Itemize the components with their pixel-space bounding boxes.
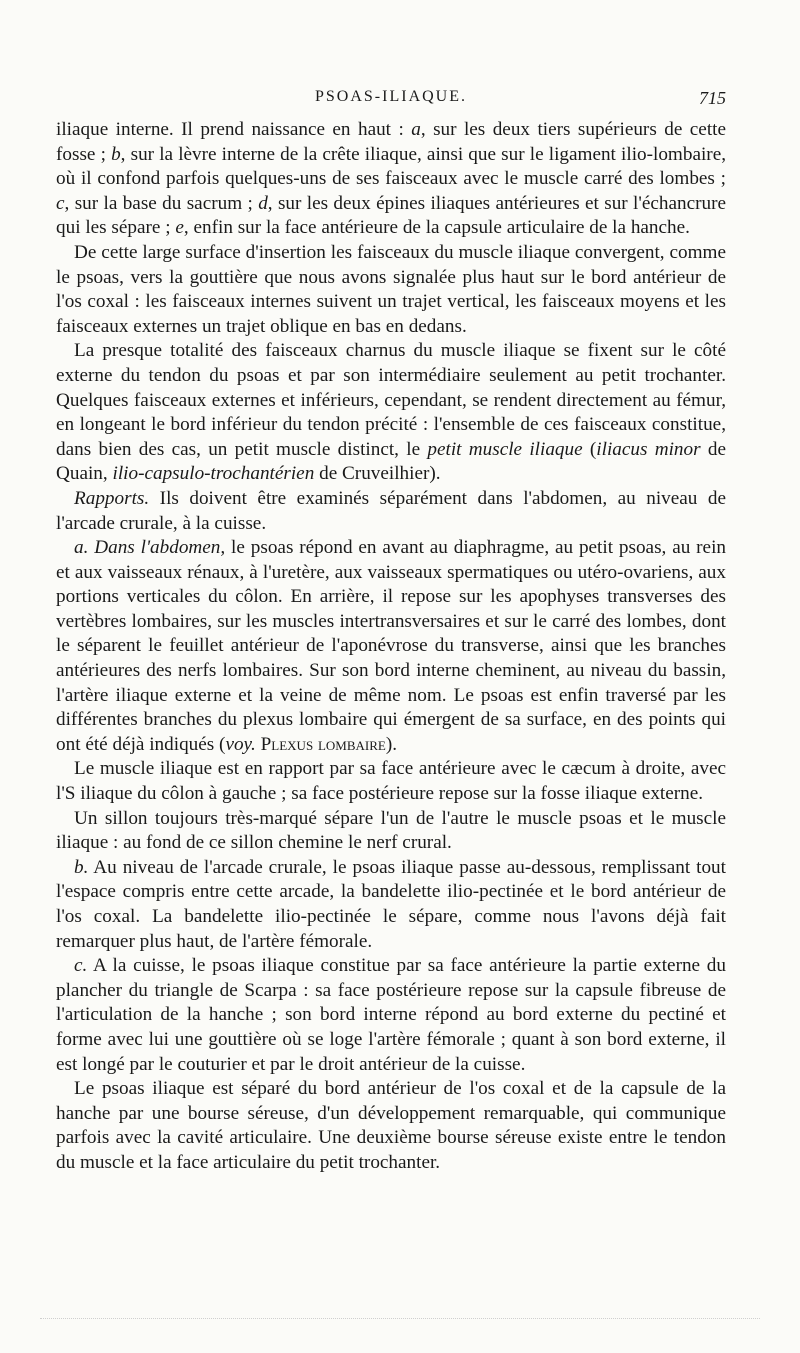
text-run: e bbox=[175, 217, 184, 239]
text-run: c bbox=[56, 192, 65, 214]
text-run: , sur les deux tiers supérieurs de cette fosse ; bbox=[56, 119, 726, 165]
text-run: Ils doivent être examinés séparément dans l'abdomen, au niveau de l'arcade crurale, à la cuisse. bbox=[56, 487, 726, 534]
text-run: Le psoas iliaque est séparé du bord antérieur de l'os coxal et de la capsule de la hanche par une bourse séreuse, d'un développement remarquable, qui communique parfois avec la cavité articulaire. Une deuxième bourse séreuse existe entre le tendon du muscle et la face articulaire du petit trochanter. bbox=[56, 1078, 726, 1173]
text-run: A la cuisse, le psoas iliaque constitue par sa face antérieure la partie externe du plancher du triangle de Scarpa : sa face postérieure repose sur la capsule fibreuse de l'articulation de la hanche ; son bord interne répond au bord externe du pectiné et forme avec lui une gouttière où se loge l'artère fémorale ; quant à son bord externe, il est longé par le couturier et par le droit antérieur de la cuisse. bbox=[56, 955, 726, 1075]
text-run: b bbox=[111, 143, 121, 165]
text-run: Le muscle iliaque est en rapport par sa face antérieure avec le cæcum à droite, avec l'S iliaque du côlon à gauche ; sa face postérieure repose sur la fosse iliaque externe. bbox=[56, 758, 726, 805]
paragraph bbox=[56, 954, 726, 1077]
text-run: b. bbox=[74, 856, 89, 878]
paragraph bbox=[56, 118, 726, 241]
body-text bbox=[56, 118, 726, 1176]
text-run: Plexus lombaire bbox=[260, 733, 386, 755]
running-title: PSOAS-ILIAQUE. bbox=[315, 88, 467, 105]
text-run: c. bbox=[74, 955, 88, 977]
text-run: Un sillon toujours très-marqué sépare l'un de l'autre le muscle psoas et le muscle iliaque : au fond de ce sillon chemine le nerf crural. bbox=[56, 807, 726, 854]
text-run: le psoas répond en avant au diaphragme, au petit psoas, au rein et aux vaisseaux rénaux, à l'uretère, aux vaisseaux spermatiques ou utéro-ovariens, aux portions verticales du côlon. En arrière, il repose sur les apophyses transverses des vertèbres lombaires, sur les muscles intertransversaires et sur le carré des lombes, dont le séparent le feuillet antérieur de l'aponévrose du transverse, ainsi que les branches antérieures des nerfs lombaires. Sur son bord interne cheminent, au niveau du bassin, l'artère iliaque externe et la veine de même nom. Le psoas est enfin traversé par les différentes branches du plexus lombaire qui émergent de sa surface, en des points qui ont été déjà indiqués ( bbox=[56, 537, 726, 755]
text-run: de Cruveilhier). bbox=[314, 463, 441, 485]
text-run: ilio-capsulo-trochantérien bbox=[112, 463, 315, 485]
text-run: , sur la lèvre interne de la crête iliaque, ainsi que sur le ligament ilio-lombaire, où il confond parfois quelques-uns de ses faisceaux avec le muscle carré des lombes ; bbox=[56, 143, 727, 190]
page-number: 715 bbox=[699, 88, 726, 108]
paragraph bbox=[56, 487, 726, 536]
text-run: Au niveau de l'arcade crurale, le psoas iliaque passe au-dessous, remplissant tout l'espace compris entre cette arcade, la bandelette ilio-pectinée et le bord antérieur de l'os coxal. La bandelette ilio-pectinée le sépare, comme nous l'avons déjà fait remarquer plus haut, de l'artère fémorale. bbox=[56, 856, 726, 952]
paragraph bbox=[56, 1077, 726, 1175]
text-run: a. Dans l'abdomen, bbox=[74, 537, 226, 559]
text-run: a bbox=[411, 119, 421, 140]
text-run: ( bbox=[582, 438, 597, 460]
text-run: De cette large surface d'insertion les faisceaux du muscle iliaque convergent, comme le psoas, vers la gouttière que nous avons signalée plus haut sur le bord antérieur de l'os coxal : les faisceaux internes suivent un trajet vertical, les faisceaux moyens et les faisceaux externes un trajet oblique en bas en dedans. bbox=[56, 241, 726, 337]
text-run: Rapports. bbox=[74, 487, 150, 509]
text-run: d bbox=[258, 192, 268, 214]
paragraph bbox=[56, 856, 726, 954]
paragraph bbox=[56, 241, 726, 339]
text-run: iliacus minor bbox=[596, 438, 701, 460]
text-run: de Quain, bbox=[56, 438, 726, 485]
page-header bbox=[56, 88, 726, 114]
text-run: voy. bbox=[225, 733, 256, 755]
paragraph bbox=[56, 807, 726, 856]
paragraph bbox=[56, 536, 726, 757]
text-run: La presque totalité des faisceaux charnus du muscle iliaque se fixent sur le côté externe du tendon du psoas et par son intermédiaire seulement au petit trochanter. Quelques faisceaux externes et inférieurs, cependant, se rendent directement au fémur, en longeant le bord inférieur du tendon précité : l'ensemble de ces faisceaux constitue, dans bien des cas, un petit muscle distinct, le bbox=[56, 340, 726, 460]
paragraph bbox=[56, 757, 726, 806]
text-run: , sur les deux épines iliaques antérieures et sur l'échancrure qui les sépare ; bbox=[56, 192, 726, 239]
text-run: , sur la base du sacrum ; bbox=[64, 192, 259, 214]
text-run: ). bbox=[385, 733, 398, 755]
scan-noise-divider bbox=[40, 1318, 760, 1321]
text-run: , enfin sur la face antérieure de la capsule articulaire de la hanche. bbox=[183, 217, 690, 239]
text-run: iliaque interne. Il prend naissance en haut : bbox=[56, 119, 412, 140]
paragraph bbox=[56, 339, 726, 487]
text-run: petit muscle iliaque bbox=[427, 438, 583, 460]
